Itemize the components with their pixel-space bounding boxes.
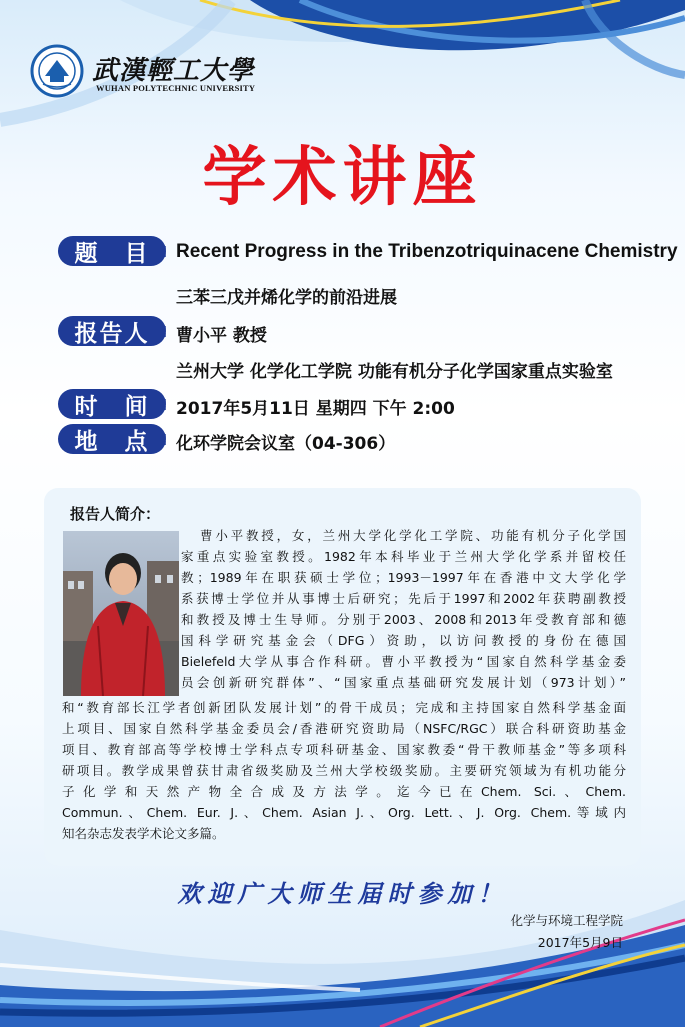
- university-name-cn: 武漢輕工大學: [92, 56, 255, 86]
- topic-colon: :: [160, 238, 168, 262]
- place-colon: :: [160, 426, 168, 450]
- lecture-place: 化环学院会议室（04-306）: [176, 434, 396, 454]
- bio-heading: 报告人简介：: [70, 505, 161, 523]
- bio-line: 教；1989年在职获硕士学位；1993－1997年在香港中文大学化学: [181, 570, 626, 585]
- issue-date: 2017年5月9日: [537, 935, 623, 950]
- bio-line: Bielefeld大学从事合作科研。曹小平教授为“国家自然科学基金委: [181, 654, 626, 669]
- speaker-affiliation: 兰州大学 化学化工学院 功能有机分子化学国家重点实验室: [176, 362, 613, 382]
- bio-line: 知名杂志发表学术论文多篇。: [62, 826, 225, 841]
- bio-line: 子化学和天然产物全合成及方法学。迄今已在Chem. Sci.、Chem.: [62, 784, 626, 799]
- bio-line: 系获博士学位并从事博士后研究；先后于1997和2002年获聘副教授: [181, 591, 626, 606]
- bio-line: 研项目。教学成果曾获甘肃省级奖励及兰州大学校级奖励。主要研究领域为有机功能分: [62, 763, 626, 778]
- time-label: 时 间: [58, 389, 166, 419]
- university-logo-icon: [30, 44, 84, 98]
- university-name-en: WUHAN POLYTECHNIC UNIVERSITY: [96, 83, 256, 93]
- speaker-label: 报告人: [58, 316, 166, 346]
- topic-label: 题 目: [58, 236, 166, 266]
- speaker-colon: :: [160, 318, 168, 342]
- topic-english: Recent Progress in the Tribenzotriquinacene Chemistry: [176, 241, 678, 262]
- topic-chinese: 三苯三戊并烯化学的前沿进展: [176, 288, 397, 308]
- time-colon: :: [160, 391, 168, 415]
- bio-line: 上项目、国家自然科学基金委员会/香港研究资助局（NSFC/RGC）联合科研资助基金: [62, 721, 626, 736]
- bio-line: 项目、教育部高等学校博士学科点专项科研基金、国家教委“骨干教师基金”等多项科: [62, 742, 626, 757]
- bio-line: 国科学研究基金会（DFG）资助，以访问教授的身份在德国: [181, 633, 626, 648]
- bio-line: 曹小平教授，女，兰州大学化学化工学院、功能有机分子化学国: [200, 528, 626, 543]
- speaker-photo: [63, 531, 179, 696]
- lecture-time: 2017年5月11日 星期四 下午 2:00: [176, 399, 455, 419]
- page-title: 学术讲座: [202, 141, 483, 215]
- organizer: 化学与环境工程学院: [510, 913, 623, 928]
- bio-line: Commun.、Chem. Eur. J.、Chem. Asian J.、Org. Lett.、J. Org. Chem.等域内: [62, 805, 626, 820]
- speaker-name: 曹小平 教授: [176, 326, 267, 346]
- welcome-message: 欢迎广大师生届时参加！: [177, 880, 508, 908]
- bio-line: 员会创新研究群体”、“国家重点基础研究发展计划（973计划）”: [181, 675, 626, 690]
- bio-line: 家重点实验室教授。1982年本科毕业于兰州大学化学系并留校任: [181, 549, 626, 564]
- bio-line: 和教授及博士生导师。分别于2003、2008和2013年受教育部和德: [181, 612, 626, 627]
- place-label: 地 点: [58, 424, 166, 454]
- bio-line: 和“教育部长江学者创新团队发展计划”的骨干成员；完成和主持国家自然科学基金面: [62, 700, 626, 715]
